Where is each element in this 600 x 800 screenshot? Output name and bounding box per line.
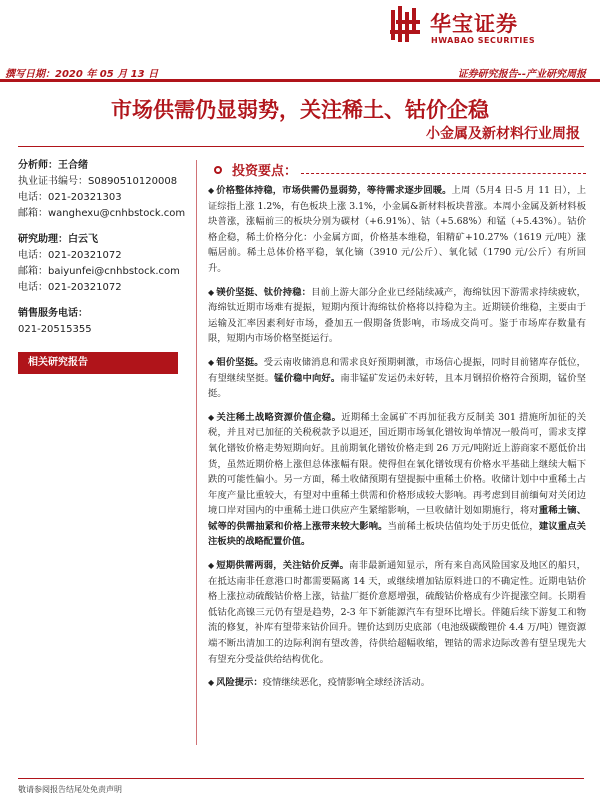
paragraph-lead: 钼价坚挺。 xyxy=(216,356,264,368)
email-address[interactable]: wanghexu@cnhbstock.com xyxy=(48,208,186,219)
assistant-name: 白云飞 xyxy=(68,234,98,245)
phone-row xyxy=(18,280,190,296)
phone-label: 电话： xyxy=(18,282,48,293)
paragraph-cobalt xyxy=(208,558,586,667)
brand-logo-icon xyxy=(388,6,424,44)
section-heading-text: 投资要点： xyxy=(232,164,298,179)
analyst-row xyxy=(18,158,190,174)
sales-phone: 021-20515355 xyxy=(18,324,92,335)
diamond-icon: ◆ xyxy=(208,357,215,367)
header xyxy=(0,0,600,60)
section-heading xyxy=(214,160,586,179)
phone-row xyxy=(18,190,190,206)
paragraph-body: 目前上游大部分企业已经陆续减产，海绵钛因下游需求持续疲软，海绵钛近期市场难有提振，短期内预计海绵钛价格将以持稳为主。近期镁价维稳，主要由于运输及汇率因素利好市场，叠加五一假期备货影响，市场成交尚可。鉴于市场库存数量有限，短期内市场价格坚挺运行。 xyxy=(208,286,586,345)
paragraph-tail: 南非锰矿发运仍未好转，且本月钢招价格符合预期，锰价坚挺。 xyxy=(208,372,586,400)
diamond-icon: ◆ xyxy=(208,561,215,571)
paragraph-bold: 重稀土镝、铽等的供需抽紧和价格上涨带来较大影响。 xyxy=(208,505,586,532)
diamond-icon: ◆ xyxy=(208,186,215,195)
paragraph-body-2: 当前稀土板块估值均处于历史低位， xyxy=(387,520,539,532)
divider xyxy=(18,146,584,147)
email-label: 邮箱： xyxy=(18,208,48,219)
assistant-label: 研究助理： xyxy=(18,234,68,245)
analyst-name: 王合绪 xyxy=(58,160,88,171)
paragraph-magnesium xyxy=(208,285,586,347)
footer-disclaimer: 敬请参阅报告结尾处免责声明 xyxy=(18,785,122,794)
paragraph-lead: 镁价坚挺、钛价持稳： xyxy=(216,286,312,298)
column-divider xyxy=(196,160,197,745)
email-label: 邮箱： xyxy=(18,266,48,277)
cert-number: S0890510120008 xyxy=(88,176,178,187)
phone-number: 021-20321072 xyxy=(48,282,122,293)
paragraph-body: 南非最新通知显示，所有来自高风险国家及地区的船只，在抵达南非任意港口时都需要隔离 14 天，或继续增加钴原料进口的不确定性。近期电钴价格上涨拉动硫酸钴价格上涨，钴盐厂挺价意愿增强，硫酸钴价格成有少许提涨空间。长期看低钴化高镍三元仍有望是趋势，2-3 年下新能源汽车有望环比增长。伴随后续下游复工和物流的修复，补库有望带来钴价回升。锂价达到历史底部（电池级碳酸锂价 4.4 万/吨）锂资源端不断出清加工的边际利润有望改善，待供给超幅收缩，锂钴的需求边际改善有望呈现先大有望充分受益供给结构优化。 xyxy=(208,560,586,665)
bullet-circle-icon xyxy=(214,166,222,174)
meta-bar xyxy=(0,62,600,82)
paragraph-body: 疫情继续恶化，疫情影响全球经济活动。 xyxy=(262,677,431,689)
phone-number: 021-20321303 xyxy=(48,192,122,203)
paragraph-rare-earth xyxy=(208,410,586,550)
main-content xyxy=(208,160,586,699)
cert-label: 执业证书编号： xyxy=(18,176,88,187)
report-date: 撰写日期：2020 年 05 月 13 日 xyxy=(5,69,159,80)
analyst-label: 分析师： xyxy=(18,160,58,171)
paragraph-lead: 风险提示： xyxy=(216,677,263,689)
paragraph-lead: 短期供需两弱，关注钴价反弹。 xyxy=(216,560,350,572)
phone-label: 电话： xyxy=(18,192,48,203)
brand-name-en: HWABAO SECURITIES xyxy=(431,36,536,45)
paragraph-body: 上周（5月4 日-5 月 11 日），上证综指上涨 1.2%，有色板块上涨 3.1%，小金属&新材料板块普涨。本周小金属及新材料板块普涨，涨幅前三的板块分别为碳材（+6.91%）、钴（+5.68%）和锰（+5.43%）。钴价格企稳，稀土价格分化：小金属方面，价格基本维稳，钼精矿+10.27%（1619 元/吨）涨幅居前。稀土总体价格平稳，氧化镝（3910 元/公斤）、氧化铽（1790 元/公斤）有所回升。 xyxy=(208,185,586,274)
diamond-icon: ◆ xyxy=(208,412,215,422)
related-reports-tag[interactable]: 相关研究报告 xyxy=(18,352,178,374)
footer-divider xyxy=(18,778,584,779)
phone-label: 电话： xyxy=(18,250,48,261)
diamond-icon: ◆ xyxy=(208,678,215,688)
sales-label: 销售服务电话： xyxy=(18,308,88,319)
paragraph-body: 近期稀土金属矿不再加征我方反制美 301 措施所加征的关税，并且对已加征的关税税款予以退还，国近期市场氧化镨钕询单情况一般尚可，需求支撑氧化镨钕价格走势短期向好。且前期氧化镨钕价格走到 26 万元/吨附近上游商家不愿低价出货，虽然近期价格上涨但总体涨幅有限。使得但在氧化镨钕现有价格水平基础上继续大幅下跌的可能性偏小。另一方面，稀土收储预期有望提振中重稀土价格。收储计划中中重稀土占年度产量比重较大，有望对中重稀土供需和价格形成较大影响。再考虑到目前缅甸对关闭边境口岸对国内的中重稀土进口供应产生紧缩影响，一旦收储计划如期施行，将对 xyxy=(208,411,587,517)
brand-logo xyxy=(388,6,588,50)
phone-number: 021-20321072 xyxy=(48,250,122,261)
paragraph-lead: 关注稀土战略资源价值企稳。 xyxy=(216,411,342,423)
paragraph-molybdenum xyxy=(208,355,586,402)
email-row xyxy=(18,264,190,280)
paragraph-bold-2: 建议重点关注板块的战略配置价值。 xyxy=(208,520,586,548)
diamond-icon: ◆ xyxy=(208,287,215,297)
paragraph-lead: 价格整体持稳，市场供需仍显弱势，等待需求逐步回暖。 xyxy=(216,185,452,196)
email-row xyxy=(18,206,190,222)
page-subtitle: 小金属及新材料行业周报 xyxy=(426,126,580,142)
paragraph-price xyxy=(208,183,586,277)
sidebar xyxy=(18,158,190,374)
brand-name-cn: 华宝证券 xyxy=(430,12,518,36)
phone-row xyxy=(18,248,190,264)
assistant-row xyxy=(18,232,190,248)
paragraph-bold: 锰价稳中向好。 xyxy=(274,372,341,384)
email-address[interactable]: baiyunfei@cnhbstock.com xyxy=(48,266,180,277)
report-type: 证券研究报告--产业研究周报 xyxy=(457,69,586,80)
paragraph-risk xyxy=(208,675,586,691)
paragraph-body: 受云南收储消息和需求良好预期刺激，市场信心提振，同时目前锗库存低位，有望继续坚挺。 xyxy=(208,356,586,384)
page-title: 市场供需仍显弱势，关注稀土、钴价企稳 xyxy=(111,97,489,122)
cert-row xyxy=(18,174,190,190)
